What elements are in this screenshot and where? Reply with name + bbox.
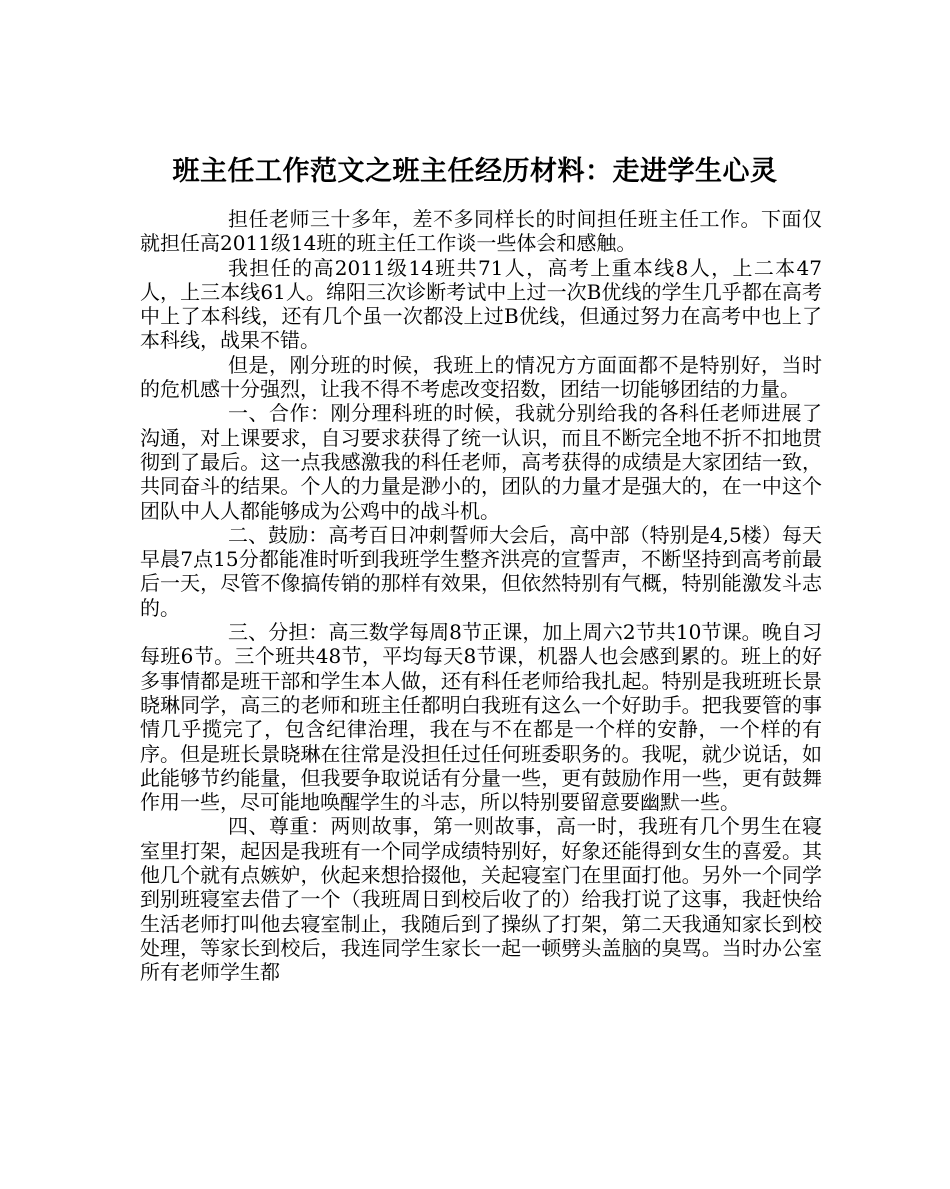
paragraph-sharing: 三、分担：高三数学每周8节正课，加上周六2节共10节课。晚自习每班6节。三个班共48节，平均每天8节课，机器人也会感到累的。班上的好多事情都是班干部和学生本人做，还有科任老师给我扎起。特别是我班班长景晓琳同学，高三的老师和班主任都明白我班有这么一个好助手。把我要管的事情几乎揽完了，包含纪律治理，我在与不在都是一个样的安静，一个样的有序。但是班长景晓琳在往常是没担任过任何班委职务的。我呢，就少说话，如此能够节约能量，但我要争取说话有分量一些，更有鼓励作用一些，更有鼓舞作用一些，尽可能地唤醒学生的斗志，所以特别要留意要幽默一些。 bbox=[140, 620, 822, 815]
document-title: 班主任工作范文之班主任经历材料：走进学生心灵 bbox=[172, 156, 778, 188]
paragraph-cooperation: 一、合作：刚分理科班的时候，我就分别给我的各科任老师进展了沟通，对上课要求，自习要求获得了统一认识，而且不断完全地不折不扣地贯彻到了最后。这一点我感激我的科任老师，高考获得的成绩是大家团结一致，共同奋斗的结果。个人的力量是渺小的，团队的力量才是强大的，在一中这个团队中人人都能够成为公鸡中的战斗机。 bbox=[140, 401, 822, 523]
paragraph-1: 担任老师三十多年，差不多同样长的时间担任班主任工作。下面仅就担任高2011级14班的班主任工作谈一些体会和感触。 bbox=[140, 207, 822, 256]
paragraph-3: 但是，刚分班的时候，我班上的情况方方面面都不是特别好，当时的危机感十分强烈，让我不得不考虑改变招数，团结一切能够团结的力量。 bbox=[140, 352, 822, 402]
paragraph-respect: 四、尊重：两则故事，第一则故事，高一时，我班有几个男生在寝室里打架，起因是我班有一个同学成绩特别好，好象还能得到女生的喜爱。其他几个就有点嫉妒，伙起来想拾掇他，关起寝室门在里面打他。另外一个同学到别班寝室去借了一个（我班周日到校后收了的）给我打说了这事，我赶快给生活老师打叫他去寝室制止，我随后到了操纵了打架，第二天我通知家长到校处理，等家长到校后，我连同学生家长一起一顿劈头盖脑的臭骂。当时办公室所有老师学生都 bbox=[140, 814, 822, 985]
paragraph-encouragement: 二、鼓励：高考百日冲刺誓师大会后，高中部（特别是4,5楼）每天早晨7点15分都能准时听到我班学生整齐洪亮的宣誓声，不断坚持到高考前最后一天，尽管不像搞传销的那样有效果，但依然特别有气概，特别能激发斗志的。 bbox=[140, 522, 822, 620]
paragraph-2: 我担任的高2011级14班共71人，高考上重本线8人，上二本47人，上三本线61人。绵阳三次诊断考试中上过一次B优线的学生几乎都在高考中上了本科线，还有几个虽一次都没上过B优线，但通过努力在高考中也上了本科线，战果不错。 bbox=[140, 255, 822, 353]
document-body bbox=[140, 207, 822, 985]
